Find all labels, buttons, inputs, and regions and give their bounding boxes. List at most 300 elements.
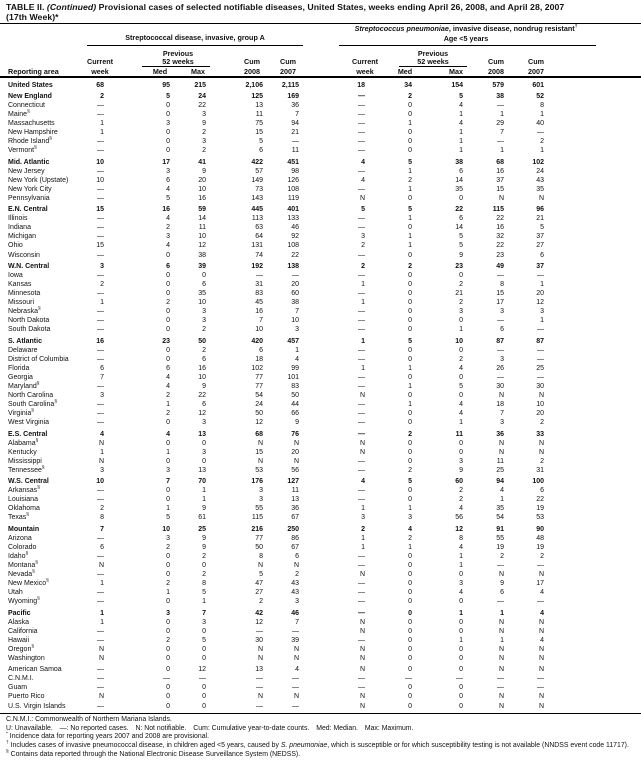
value-cell: —	[97, 675, 104, 683]
value-cell: 4	[166, 215, 170, 223]
value-cell: 0	[408, 373, 412, 381]
reporting-area-cell: District of Columbia	[8, 355, 69, 363]
value-cell: —	[97, 552, 104, 560]
value-cell: N	[538, 194, 544, 202]
value-cell: N	[359, 627, 365, 635]
text-run: Contains data reported through the National Electronic Disease Surveillance System (NEDSS).	[8, 750, 301, 758]
value-cell: 95	[162, 81, 170, 89]
value-cell: 7	[100, 525, 104, 533]
value-cell: 1	[408, 382, 412, 390]
table-row	[0, 645, 641, 654]
value-cell: —	[292, 702, 299, 710]
value-cell: 13	[198, 466, 206, 474]
value-cell: N	[538, 439, 544, 447]
reporting-area-cell: Mountain	[8, 525, 40, 533]
footnote-line	[6, 716, 638, 725]
value-cell: —	[358, 373, 365, 381]
value-cell: 0	[166, 439, 170, 447]
text-run: , which is susceptible or for which susceptibility testing is not available (NNDSS event code 11717).	[327, 741, 629, 749]
reporting-area-cell: Arizona	[8, 534, 32, 542]
value-cell: 0	[202, 654, 206, 662]
value-cell: 36	[496, 430, 504, 438]
value-cell: 1	[100, 120, 104, 128]
value-cell: 12	[198, 242, 206, 250]
group2-rule	[339, 45, 596, 46]
value-cell: 5	[202, 636, 206, 644]
value-cell: N	[293, 562, 299, 570]
value-cell: 1	[540, 281, 544, 289]
value-cell: 63	[255, 224, 263, 232]
value-cell: N	[538, 627, 544, 635]
value-cell: 77	[255, 534, 263, 542]
value-cell: 19	[536, 543, 544, 551]
value-cell: 101	[287, 373, 299, 381]
value-cell: 5	[166, 92, 170, 100]
value-cell: 127	[287, 478, 299, 486]
value-cell: 48	[536, 534, 544, 542]
value-cell: 4	[540, 589, 544, 597]
table-row	[0, 561, 641, 570]
value-cell: 26	[496, 364, 504, 372]
value-cell: N	[293, 457, 299, 465]
value-cell: —	[358, 129, 365, 137]
reporting-area-cell: California	[8, 627, 38, 635]
value-cell: —	[256, 702, 263, 710]
value-cell: 9	[459, 466, 463, 474]
value-cell: 0	[166, 627, 170, 635]
value-cell: 0	[166, 281, 170, 289]
text-run: TABLE II.	[6, 2, 47, 12]
reporting-area-cell: E.S. Central	[8, 430, 48, 438]
value-cell: 0	[166, 129, 170, 137]
value-cell: 0	[166, 101, 170, 109]
reporting-area-cell: Hawaii	[8, 636, 30, 644]
value-cell: —	[292, 675, 299, 683]
table-row	[0, 251, 641, 260]
value-cell: 24	[255, 401, 263, 409]
reporting-area-cell: Idaho§	[8, 551, 29, 560]
value-cell: —	[497, 101, 504, 109]
table-row	[0, 654, 641, 663]
value-cell: N	[498, 571, 504, 579]
value-cell: —	[358, 419, 365, 427]
value-cell: 4	[361, 478, 365, 486]
value-cell: 0	[166, 419, 170, 427]
value-cell: 100	[532, 478, 544, 486]
reporting-area-cell: Pacific	[8, 609, 31, 617]
value-cell: 0	[408, 609, 412, 617]
value-cell: 1	[500, 496, 504, 504]
value-cell: 10	[255, 326, 263, 334]
reporting-area-cell: Wyoming§	[8, 596, 40, 606]
value-cell: —	[497, 562, 504, 570]
value-cell: 3	[500, 419, 504, 427]
value-cell: 9	[202, 505, 206, 513]
value-cell: 0	[166, 645, 170, 653]
value-cell: —	[358, 101, 365, 109]
value-cell: 1	[408, 505, 412, 513]
value-cell: N	[293, 439, 299, 447]
col-header-cum2-right: Cum	[528, 57, 544, 66]
value-cell: 35	[496, 505, 504, 513]
reporting-area-cell: W.N. Central	[8, 262, 50, 270]
value-cell: 3	[202, 448, 206, 456]
value-cell: N	[538, 654, 544, 662]
table-row	[0, 674, 641, 683]
reporting-area-cell: New Hampshire	[8, 129, 58, 137]
value-cell: 0	[166, 618, 170, 626]
table-row	[0, 448, 641, 457]
value-cell: N	[98, 562, 104, 570]
value-cell: —	[97, 290, 104, 298]
value-cell: 1	[540, 147, 544, 155]
value-cell: N	[293, 645, 299, 653]
footnote-marker: §	[54, 399, 57, 405]
value-cell: 0	[408, 299, 412, 307]
value-cell: 20	[536, 410, 544, 418]
value-cell: 4	[295, 355, 299, 363]
value-cell: 0	[408, 392, 412, 399]
value-cell: —	[456, 675, 463, 683]
value-cell: 13	[198, 430, 206, 438]
value-cell: 50	[198, 337, 206, 345]
reporting-area-cell: Mississippi	[8, 457, 42, 465]
value-cell: N	[538, 448, 544, 456]
value-cell: 46	[291, 609, 299, 617]
value-cell: —	[537, 355, 544, 363]
value-cell: N	[98, 693, 104, 701]
table-row	[0, 119, 641, 128]
value-cell: 102	[251, 364, 263, 372]
value-cell: 1	[361, 281, 365, 289]
value-cell: 52	[536, 92, 544, 100]
value-cell: 10	[291, 317, 299, 325]
table-row	[0, 307, 641, 316]
italic-text: S. pneumoniae	[280, 741, 328, 749]
value-cell: 2	[202, 346, 206, 354]
value-cell: 6	[459, 215, 463, 223]
reporting-area-cell: Nebraska§	[8, 306, 41, 316]
value-cell: 133	[287, 215, 299, 223]
value-cell: 4	[459, 589, 463, 597]
value-cell: 33	[536, 430, 544, 438]
reporting-area-cell: Texas§	[8, 513, 29, 522]
value-cell: 2	[166, 543, 170, 551]
value-cell: 50	[291, 392, 299, 399]
value-cell: 3	[202, 308, 206, 316]
value-cell: 2	[100, 505, 104, 513]
reporting-area-cell: Maine§	[8, 109, 30, 119]
value-cell: 0	[408, 552, 412, 560]
value-cell: 73	[255, 185, 263, 193]
value-cell: —	[537, 272, 544, 279]
value-cell: 0	[408, 580, 412, 588]
reporting-area-cell: American Samoa	[8, 666, 62, 674]
value-cell: —	[97, 382, 104, 390]
col-header-2007-left: 2007	[280, 66, 296, 76]
value-cell: 27	[536, 242, 544, 250]
value-cell: 3	[500, 308, 504, 316]
value-cell: 83	[291, 382, 299, 390]
reporting-area-cell: Tennessee§	[8, 465, 45, 474]
value-cell: 1	[361, 299, 365, 307]
value-cell: —	[97, 317, 104, 325]
reporting-area-cell: New England	[8, 92, 52, 100]
value-cell: 2	[100, 92, 104, 100]
value-cell: —	[97, 224, 104, 232]
value-cell: 40	[536, 120, 544, 128]
value-cell: 2	[408, 262, 412, 270]
reporting-area-cell: Guam	[8, 684, 28, 692]
value-cell: 16	[162, 206, 170, 214]
value-cell: N	[257, 457, 263, 465]
value-cell: 108	[287, 185, 299, 193]
value-cell: 1	[361, 337, 365, 345]
value-cell: N	[498, 194, 504, 202]
value-cell: 1	[100, 129, 104, 137]
value-cell: 5	[259, 571, 263, 579]
table-row	[0, 205, 641, 214]
value-cell: 99	[291, 364, 299, 372]
table-title-line2: (17th Week)*	[6, 12, 59, 22]
value-cell: 16	[496, 224, 504, 232]
value-cell: 0	[408, 224, 412, 232]
value-cell: N	[257, 562, 263, 570]
value-cell: 36	[291, 505, 299, 513]
value-cell: 3	[408, 514, 412, 522]
value-cell: 13	[255, 101, 263, 109]
value-cell: 10	[198, 233, 206, 241]
value-cell: 0	[408, 355, 412, 363]
table-row	[0, 579, 641, 588]
reporting-area-cell: New Jersey	[8, 167, 45, 175]
value-cell: 16	[496, 167, 504, 175]
value-cell: 0	[459, 439, 463, 447]
value-cell: 4	[459, 120, 463, 128]
table-row	[0, 513, 641, 522]
value-cell: 2	[259, 598, 263, 606]
value-cell: N	[359, 693, 365, 701]
value-cell: N	[359, 618, 365, 626]
value-cell: N	[538, 702, 544, 710]
value-cell: 6	[166, 364, 170, 372]
value-cell: 10	[162, 525, 170, 533]
value-cell: 10	[455, 337, 463, 345]
value-cell: 2	[166, 410, 170, 418]
reporting-area-cell: U.S. Virgin Islands	[8, 702, 66, 710]
value-cell: 16	[255, 308, 263, 316]
value-cell: 14	[198, 215, 206, 223]
value-cell: 0	[408, 251, 412, 259]
table-row	[0, 176, 641, 185]
value-cell: 0	[166, 111, 170, 119]
value-cell: 2	[166, 224, 170, 232]
value-cell: N	[359, 645, 365, 653]
reporting-area-cell: Nevada§	[8, 569, 35, 579]
value-cell: 0	[408, 281, 412, 289]
value-cell: 0	[202, 272, 206, 279]
value-cell: 5	[459, 382, 463, 390]
value-cell: 4	[459, 543, 463, 551]
value-cell: 2	[100, 281, 104, 289]
value-cell: 0	[166, 251, 170, 259]
table-row	[0, 391, 641, 400]
value-cell: N	[359, 571, 365, 579]
value-cell: 16	[198, 194, 206, 202]
value-cell: 0	[166, 496, 170, 504]
footnote-line	[6, 733, 638, 742]
value-cell: 10	[198, 185, 206, 193]
value-cell: 0	[408, 439, 412, 447]
value-cell: —	[358, 401, 365, 409]
value-cell: 0	[166, 598, 170, 606]
value-cell: —	[358, 120, 365, 128]
value-cell: 2	[202, 129, 206, 137]
table-row	[0, 325, 641, 334]
table-row	[0, 232, 641, 241]
table-row	[0, 146, 641, 155]
value-cell: 20	[198, 176, 206, 184]
value-cell: 15	[255, 129, 263, 137]
reporting-area-cell: New York (Upstate)	[8, 176, 69, 184]
value-cell: 0	[408, 636, 412, 644]
col-header-previous-left: Previous	[162, 48, 194, 58]
value-cell: N	[359, 194, 365, 202]
value-cell: 35	[198, 290, 206, 298]
value-cell: 77	[255, 382, 263, 390]
value-cell: —	[537, 129, 544, 137]
table-row	[0, 409, 641, 418]
value-cell: 42	[255, 609, 263, 617]
value-cell: N	[98, 654, 104, 662]
footnote-marker: §	[41, 465, 45, 471]
value-cell: 0	[408, 129, 412, 137]
value-cell: —	[256, 684, 263, 692]
superscript-text: †	[574, 24, 578, 30]
col-header-cum2-left: Cum	[280, 57, 296, 66]
value-cell: 38	[198, 251, 206, 259]
value-cell: 0	[459, 194, 463, 202]
footnote-marker: §	[35, 438, 39, 444]
value-cell: 15	[96, 242, 104, 250]
value-cell: 0	[408, 487, 412, 495]
value-cell: 4	[361, 176, 365, 184]
value-cell: 119	[287, 194, 299, 202]
value-cell: 4	[361, 158, 365, 166]
value-cell: 92	[291, 233, 299, 241]
reporting-area-cell: South Dakota	[8, 326, 51, 334]
value-cell: 1	[166, 505, 170, 513]
value-cell: 1	[408, 242, 412, 250]
value-cell: 12	[198, 410, 206, 418]
value-cell: 102	[532, 158, 544, 166]
table-row	[0, 543, 641, 552]
value-cell: 27	[255, 589, 263, 597]
value-cell: 0	[166, 666, 170, 674]
value-cell: 32	[496, 233, 504, 241]
reporting-area-cell: E.N. Central	[8, 206, 48, 214]
footnote-symbol: §	[6, 749, 9, 755]
footnote-line	[6, 725, 638, 734]
table-row	[0, 495, 641, 504]
value-cell: —	[358, 138, 365, 146]
footnote-line	[6, 742, 638, 751]
value-cell: 98	[291, 167, 299, 175]
value-cell: 21	[536, 215, 544, 223]
footnote-marker: §	[37, 596, 40, 602]
value-cell: 6	[259, 147, 263, 155]
value-cell: 37	[496, 176, 504, 184]
group1-title	[87, 33, 303, 43]
value-cell: 56	[291, 466, 299, 474]
value-cell: 1	[500, 147, 504, 155]
value-cell: —	[358, 317, 365, 325]
value-cell: 0	[408, 654, 412, 662]
value-cell: N	[98, 645, 104, 653]
value-cell: 1	[459, 636, 463, 644]
value-cell: 0	[459, 598, 463, 606]
value-cell: 2	[540, 457, 544, 465]
value-cell: —	[97, 147, 104, 155]
value-cell: 74	[255, 251, 263, 259]
reporting-area-cell: Alabama§	[8, 438, 39, 447]
value-cell: —	[537, 326, 544, 334]
reporting-area-cell: C.N.M.I.	[8, 675, 34, 683]
value-cell: —	[358, 636, 365, 644]
value-cell: 15	[255, 448, 263, 456]
value-cell: 15	[96, 206, 104, 214]
value-cell: 1	[500, 111, 504, 119]
value-cell: N	[359, 666, 365, 674]
table-row	[0, 665, 641, 674]
value-cell: 2	[540, 419, 544, 427]
value-cell: —	[97, 194, 104, 202]
value-cell: 29	[496, 120, 504, 128]
value-cell: 1	[459, 138, 463, 146]
value-cell: 1	[459, 562, 463, 570]
value-cell: 601	[532, 81, 544, 89]
value-cell: —	[537, 562, 544, 570]
value-cell: 94	[496, 478, 504, 486]
value-cell: 0	[459, 654, 463, 662]
value-cell: 0	[459, 392, 463, 399]
table-row	[0, 618, 641, 627]
value-cell: 2	[500, 552, 504, 560]
value-cell: 3	[100, 466, 104, 474]
value-cell: —	[97, 666, 104, 674]
value-cell: 0	[166, 562, 170, 570]
value-cell: —	[497, 684, 504, 692]
value-cell: 0	[166, 684, 170, 692]
value-cell: 0	[408, 111, 412, 119]
value-cell: 5	[361, 206, 365, 214]
value-cell: 8	[202, 580, 206, 588]
value-cell: N	[498, 392, 504, 399]
table-row	[0, 271, 641, 280]
footnote-marker: §	[34, 145, 37, 151]
value-cell: 7	[295, 618, 299, 626]
value-cell: 0	[408, 290, 412, 298]
value-cell: —	[97, 326, 104, 334]
value-cell: 21	[455, 290, 463, 298]
text-run: Streptococcal disease, invasive, group A	[125, 33, 265, 42]
table-row	[0, 588, 641, 597]
value-cell: 0	[166, 355, 170, 363]
value-cell: 23	[496, 251, 504, 259]
value-cell: 22	[496, 215, 504, 223]
table-row	[0, 241, 641, 250]
value-cell: 6	[295, 552, 299, 560]
